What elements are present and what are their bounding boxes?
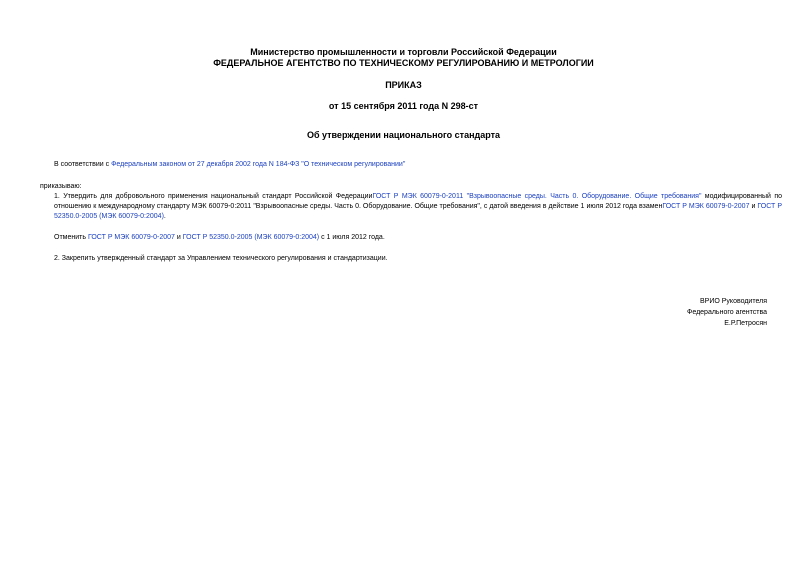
- signature-position: ВРИО Руководителя: [700, 298, 767, 305]
- approve-and: и: [749, 203, 758, 210]
- cancel-gost-52350-link[interactable]: ГОСТ Р 52350.0-2005 (МЭК 60079-0:2004): [182, 234, 320, 241]
- cancel-gost-2007-link[interactable]: ГОСТ Р МЭК 60079-0-2007: [87, 234, 175, 241]
- order-subject: Об утверждении национального стандарта: [306, 130, 501, 140]
- signature-name: Е.Р.Петросян: [724, 320, 767, 327]
- order-title: ПРИКАЗ: [385, 80, 422, 90]
- approve-end: .: [163, 213, 166, 220]
- signature-agency: Федерального агентства: [687, 309, 767, 316]
- approve-middle: модифицированный по отношению к международному стандарту МЭК 60079-0:2011 "Взрывоопасные среды. Часть 0. Оборудование. Общие требования", с датой введения в действие 1 июля 2012 года взамен: [54, 193, 782, 210]
- paragraph-basis: [40, 160, 782, 170]
- cancel-suffix: с 1 июля 2012 года.: [319, 234, 385, 241]
- federal-law-link[interactable]: Федеральным законом от 27 декабря 2002 года N 184-ФЗ "О техническом регулировании": [111, 161, 406, 168]
- paragraph-order-word: приказываю:: [40, 183, 82, 190]
- paragraph-assign: 2. Закрепить утвержденный стандарт за Управлением технического регулирования и стандартизации.: [54, 255, 388, 262]
- approve-prefix: 1. Утвердить для добровольного применения национальный стандарт Российской Федерации: [54, 193, 373, 200]
- agency-name: ФЕДЕРАЛЬНОЕ АГЕНТСТВО ПО ТЕХНИЧЕСКОМУ РЕГУЛИРОВАНИЮ И МЕТРОЛОГИИ: [213, 58, 594, 68]
- signature-block: [687, 296, 767, 329]
- cancel-prefix: Отменить: [54, 234, 88, 241]
- gost-2007-link[interactable]: ГОСТ Р МЭК 60079-0-2007: [662, 203, 750, 210]
- cancel-and: и: [174, 234, 183, 241]
- paragraph-approve: [40, 192, 782, 222]
- paragraph-cancel: [40, 233, 782, 243]
- ministry-name: Министерство промышленности и торговли Российской Федерации: [250, 47, 557, 57]
- gost-52350-link[interactable]: ГОСТ Р 52350.0-2005 (МЭК 60079-0:2004): [54, 203, 782, 220]
- document-header: [0, 47, 807, 69]
- basis-prefix: В соответствии с: [54, 161, 112, 168]
- gost-2011-link[interactable]: ГОСТ Р МЭК 60079-0-2011 "Взрывоопасные среды. Часть 0. Оборудование. Общие требования": [372, 193, 702, 200]
- order-date: от 15 сентября 2011 года N 298-ст: [328, 101, 479, 111]
